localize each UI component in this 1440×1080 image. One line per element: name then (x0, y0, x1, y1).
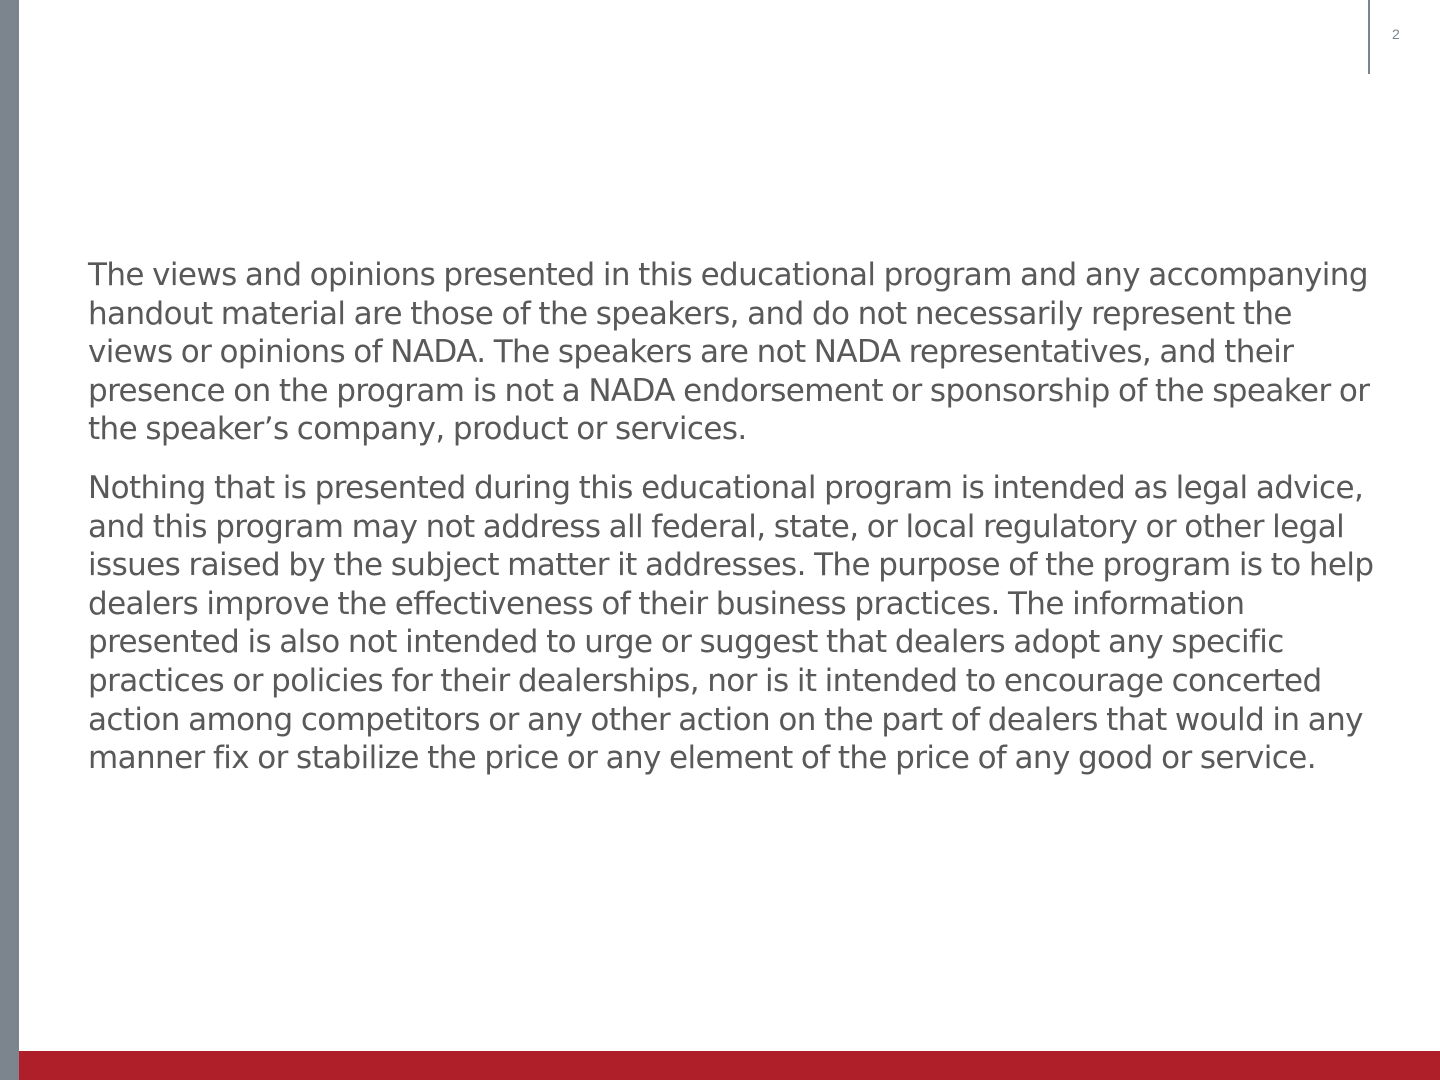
bottom-accent-bar (19, 1051, 1440, 1080)
page-number: 2 (1392, 26, 1400, 42)
disclaimer-paragraph-legal: Nothing that is presented during this educational program is intended as legal advice, and this program may not address all federal, state, or local regulatory or other legal issues raised by the subject matter it addresses. The purpose of the program is to help dealers improve the effectiveness of their business practices. The information presented is also not intended to urge or suggest that dealers adopt any specific practices or policies for their dealerships, nor is it intended to encourage concerted action among competitors or any other action on the part of dealers that would in any manner fix or stabilize the price or any element of the price of any good or service. (88, 469, 1374, 777)
page-number-divider (1368, 0, 1370, 74)
left-accent-bar (0, 0, 19, 1080)
disclaimer-paragraph-views: The views and opinions presented in this educational program and any accompanying handout material are those of the speakers, and do not necessarily represent the views or opinions of NADA. The speakers are not NADA representatives, and their presence on the program is not a NADA endorsement or sponsorship of the speaker or the speaker’s company, product or services. (88, 257, 1370, 448)
disclaimer-text (88, 256, 1378, 798)
